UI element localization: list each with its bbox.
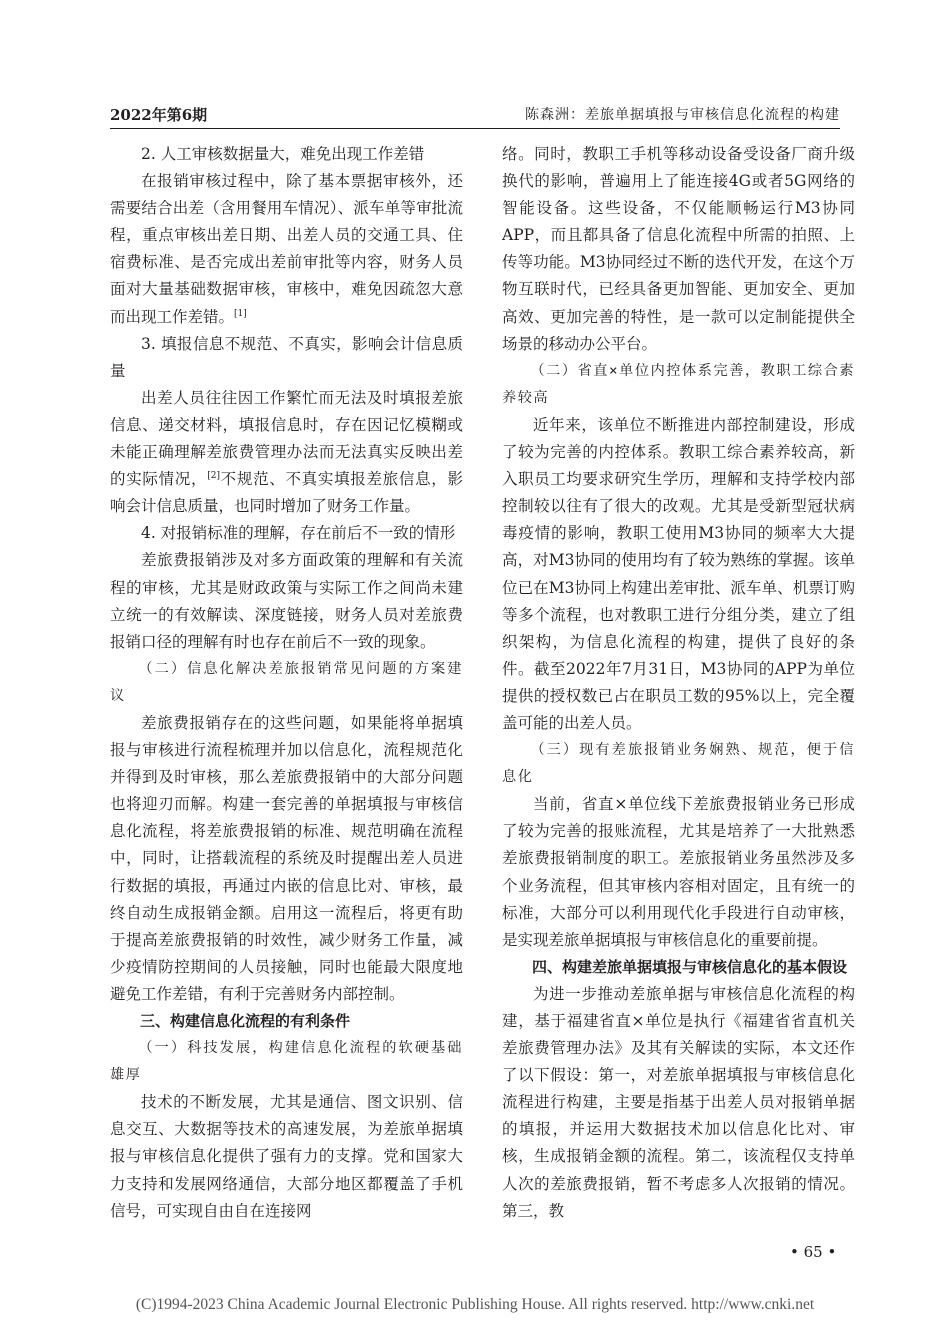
citation-ref[interactable]: [1] <box>234 308 247 319</box>
subsection-heading: （二）省直×单位内控体系完善，教职工综合素养较高 <box>502 362 855 406</box>
subsection-heading: （三）现有差旅报销业务娴熟、规范，便于信息化 <box>502 742 855 786</box>
right-column <box>502 141 855 1225</box>
paragraph: 在报销审核过程中，除了基本票据审核外，还需要结合出差（含用餐用车情况）、派车单等审批流程，重点审核出差日期、出差人员的交通工具、住宿费标准、是否完成出差前审批等内容，财务人员面对大量基础数据审核，审核中，难免因疏忽大意而出现工作差错。[1] <box>110 172 463 326</box>
paragraph: 技术的不断发展，尤其是通信、图文识别、信息交互、大数据等技术的高速发展，为差旅单据填报与审核信息化提供了强有力的支撑。党和国家大力支持和发展网络通信，大部分地区都覆盖了手机信号，可实现自由自在连接网 <box>110 1093 463 1220</box>
paragraph: 近年来，该单位不断推进内部控制建设，形成了较为完善的内控体系。教职工综合素养较高，新入职员工均要求研究生学历，理解和支持学校内部控制较以往有了很大的改观。尤其是受新型冠状病毒疫情的影响，教职工使用M3协同的频率大大提高，对M3协同的使用均有了较为熟练的掌握。该单位已在M3协同上构建出差审批、派车单、机票订购等多个流程，也对教职工进行分组分类，建立了组织架构，为信息化流程的构建，提供了良好的条件。截至2022年7月31日，M3协同的APP为单位提供的授权数已占在职员工数的95%以上，完全覆盖可能的出差人员。 <box>502 415 855 732</box>
subsection-heading: （一）科技发展，构建信息化流程的软硬基础雄厚 <box>110 1040 463 1084</box>
paragraph: 出差人员往往因工作繁忙而无法及时填报差旅信息、递交材料，填报信息时，存在因记忆模糊或未能正确理解差旅费管理办法而无法真实反映出差的实际情况，[2]不规范、不真实填报差旅信息，影响会计信息质量，也同时增加了财务工作量。 <box>110 388 463 516</box>
article-title-header: 陈森洲：差旅单据填报与审核信息化流程的构建 <box>525 107 840 123</box>
section-heading: 四、构建差旅单据填报与审核信息化的基本假设 <box>532 957 848 976</box>
item-heading: 2. 人工审核数据量大，难免出现工作差错 <box>141 145 425 163</box>
paragraph: 差旅费报销涉及对多方面政策的理解和有关流程的审核，尤其是财政政策与实际工作之间尚未建立统一的有效解读、深度链接，财务人员对差旅费报销口径的理解有时也存在前后不一致的现象。 <box>110 551 463 651</box>
running-header <box>110 104 840 129</box>
paragraph: 当前，省直×单位线下差旅费报销业务已形成了较为完善的报账流程，尤其是培养了一大批熟悉差旅费报销制度的职工。差旅报销业务虽然涉及多个业务流程，但其审核内容相对固定，且有统一的标准，大部分可以利用现代化手段进行自动审核，是实现差旅单据填报与审核信息化的重要前提。 <box>502 795 855 949</box>
paragraph-continued: 络。同时，教职工手机等移动设备受设备厂商升级换代的影响，普遍用上了能连接4G或者5G网络的智能设备。这些设备，不仅能顺畅运行M3协同APP，而且都具备了信息化流程中所需的拍照、上传等功能。M3协同经过不断的迭代开发，在这个万物互联时代，已经具备更加智能、更加安全、更加高效、更加完善的特性，是一款可以定制能提供全场景的移动办公平台。 <box>502 145 855 353</box>
paragraph: 为进一步推动差旅单据与审核信息化流程的构建，基于福建省直×单位是执行《福建省省直机关差旅费管理办法》及其有关解读的实际，本文还作了以下假设：第一，对差旅单据填报与审核信息化流程进行构建，主要是指基于出差人员对报销单据的填报，并运用大数据技术加以信息化比对、审核，生成报销金额的流程。第二，该流程仅支持单人次的差旅费报销，暂不考虑多人次报销的情况。第三，教 <box>502 984 855 1220</box>
item-heading: 3. 填报信息不规范、不真实，影响会计信息质量 <box>110 334 463 380</box>
citation-ref[interactable]: [2] <box>207 470 220 481</box>
left-column <box>110 141 463 1225</box>
paragraph: 差旅费报销存在的这些问题，如果能将单据填报与审核进行流程梳理并加以信息化，流程规范化并得到及时审核，那么差旅费报销中的大部分问题也将迎刃而解。构建一套完善的单据填报与审核信息化流程，将差旅费报销的标准、规范明确在流程中，同时，让搭载流程的系统及时提醒出差人员进行数据的填报，再通过内嵌的信息比对、审核，最终自动生成报销金额。启用这一流程后，将更有助于提高差旅费报销的时效性，减少财务工作量，减少疫情防控期间的人员接触，同时也能最大限度地避免工作差错，有利于完善财务内部控制。 <box>110 713 463 1003</box>
copyright-footer: (C)1994-2023 China Academic Journal Electronic Publishing House. All rights reserved. http://www.cnki.net <box>135 1296 815 1313</box>
section-heading: 三、构建信息化流程的有利条件 <box>140 1012 351 1030</box>
item-heading: 4. 对报销标准的理解，存在前后不一致的情形 <box>141 524 456 543</box>
issue-label: 2022年第6期 <box>110 106 208 124</box>
subsection-heading: （二）信息化解决差旅报销常见问题的方案建议 <box>110 660 463 704</box>
page-number: • 65 • <box>790 1243 837 1261</box>
